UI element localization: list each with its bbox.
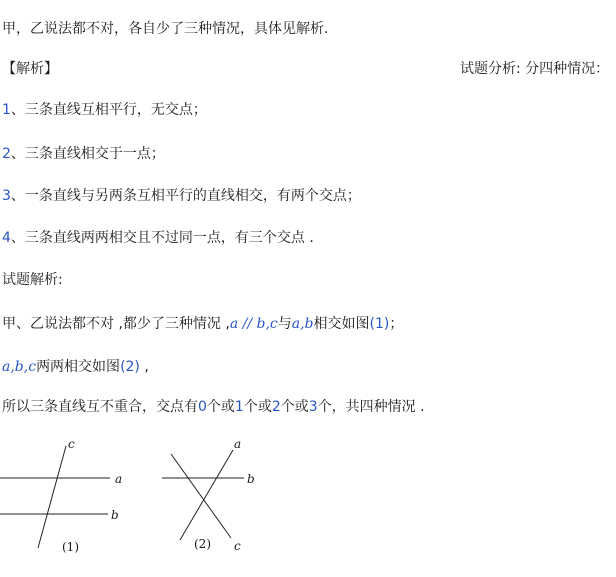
case-text: 、三条直线互相平行，无交点； (10, 102, 207, 118)
number: 1 (234, 399, 244, 415)
answer-summary: 甲，乙说法都不对，各自少了三种情况，具体见解析. (2, 21, 329, 37)
case-4 (2, 229, 314, 247)
solution-line-3 (2, 398, 425, 416)
line-c (171, 454, 231, 538)
case-text: 、一条直线与另两条互相平行的直线相交，有两个交点； (10, 188, 361, 204)
figure-caption: (2) (194, 537, 211, 551)
label-c: c (234, 539, 241, 553)
text: 个或 (243, 399, 272, 415)
line-figures (0, 436, 300, 572)
case-1 (2, 101, 207, 119)
case-number: 2 (2, 146, 11, 162)
number: 3 (308, 399, 318, 415)
math: a,b,c (2, 359, 37, 375)
text: 个或 (280, 399, 309, 415)
solution-line-1 (2, 315, 403, 333)
label-c: c (68, 437, 75, 451)
case-text: 、三条直线两两相交且不过同一点，有三个交点 . (10, 230, 314, 246)
figure-caption: (1) (62, 540, 79, 554)
figure-ref: (1) (369, 316, 390, 332)
text: 相交如图 (313, 316, 370, 332)
line-a (180, 450, 233, 540)
analysis-heading: 【解析】 (2, 61, 58, 77)
label-b: b (247, 472, 255, 486)
solution-heading: 试题解析: (2, 272, 63, 288)
solution-line-2 (2, 358, 149, 376)
case-2 (2, 145, 165, 163)
analysis-intro: 试题分析: 分四种情况： (460, 61, 610, 77)
math: a,b (291, 316, 314, 332)
text: 两两相交如图 (36, 359, 121, 375)
text: 个或 (206, 399, 235, 415)
case-3 (2, 187, 361, 205)
line-c (38, 446, 66, 548)
figure-1 (0, 437, 122, 554)
figure-ref: (2) (120, 359, 140, 375)
case-number: 4 (2, 230, 11, 246)
case-number: 1 (2, 102, 11, 118)
figure-2 (162, 437, 255, 553)
text: 甲、乙说法都不对 ,都少了三种情况 , (2, 316, 230, 332)
text: 与 (277, 316, 292, 332)
case-text: 、三条直线相交于一点； (10, 146, 165, 162)
label-b: b (111, 508, 119, 522)
text: 所以三条直线互不重合，交点有 (2, 399, 198, 415)
text: ； (389, 316, 404, 332)
text: , (139, 359, 149, 375)
label-a: a (115, 472, 123, 486)
text: 个，共四种情况 . (317, 399, 425, 415)
case-number: 3 (2, 188, 11, 204)
math: a // b,c (229, 316, 278, 332)
label-a: a (234, 437, 242, 451)
number: 2 (271, 399, 281, 415)
number: 0 (198, 399, 207, 415)
